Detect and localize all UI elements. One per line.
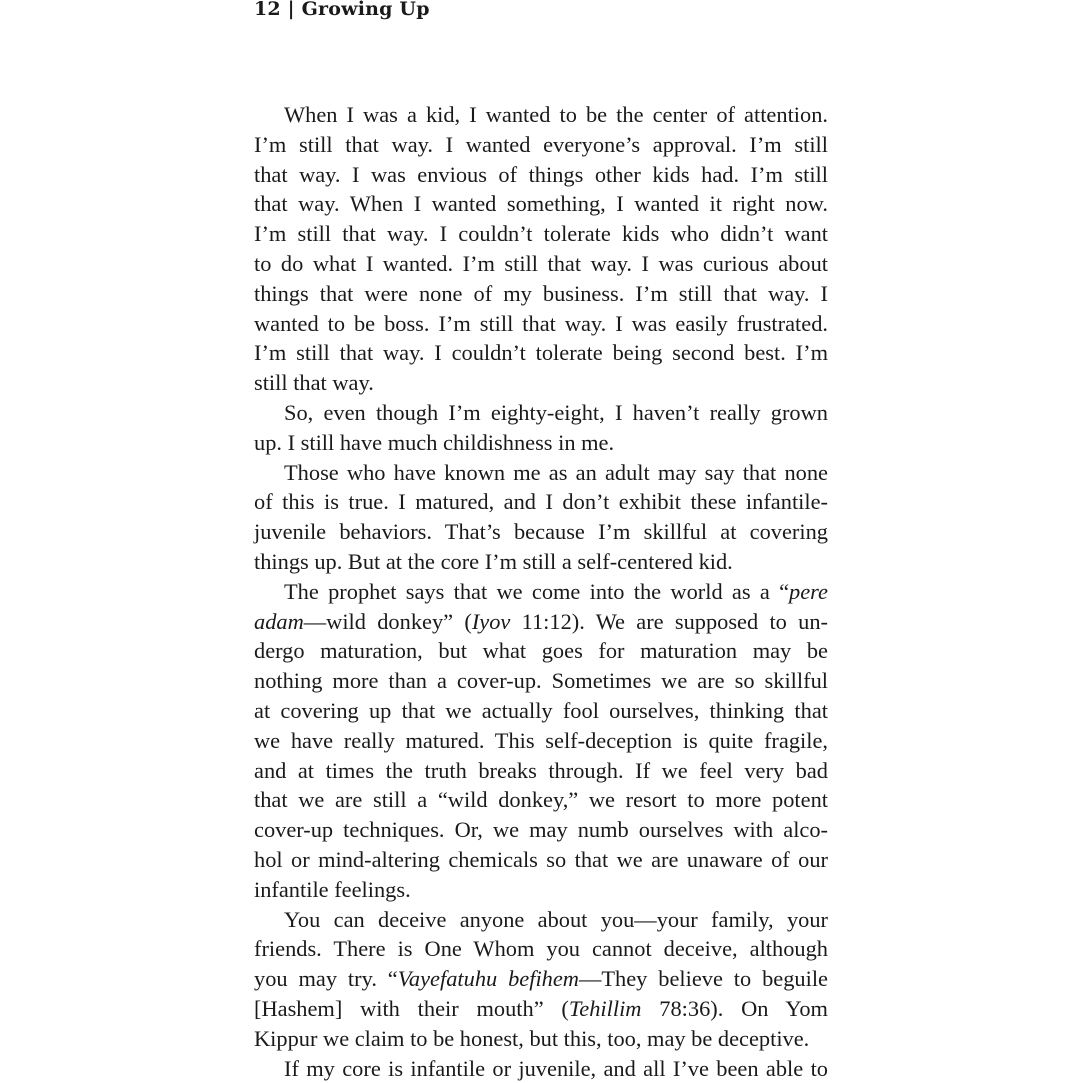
header-separator: | [288, 0, 295, 20]
text-run: I’m still that way. I wanted everyone’s approval. I’m still [254, 132, 828, 157]
text-line [254, 458, 828, 488]
text-line [254, 1054, 828, 1083]
text-line [254, 785, 828, 815]
text-run: cover-up techniques. Or, we may numb ourselves with alco- [254, 817, 828, 842]
text-run: If my core is infantile or juvenile, and all I’ve been able to [284, 1056, 828, 1081]
text-line [254, 607, 828, 637]
text-line [254, 189, 828, 219]
italic-text: Vayefatuhu befihem [398, 966, 579, 991]
text-run: you may try. “ [254, 966, 398, 991]
text-run: 11:12). We are supposed to un- [510, 609, 828, 634]
text-run: So, even though I’m eighty-eight, I haven’t really grown [284, 400, 828, 425]
text-line [254, 577, 828, 607]
text-line [254, 160, 828, 190]
text-run: wanted to be boss. I’m still that way. I was easily frustrated. [254, 311, 828, 336]
text-run: —wild donkey” ( [304, 609, 472, 634]
page-number: 12 [254, 0, 281, 20]
text-run: I’m still that way. I couldn’t tolerate being second best. I’m [254, 340, 828, 365]
text-run: things that were none of my business. I’m still that way. I [254, 281, 828, 306]
text-line [254, 726, 828, 756]
text-line [254, 130, 828, 160]
text-run: Those who have known me as an adult may say that none [284, 460, 828, 485]
text-run: things up. But at the core I’m still a self-centered kid. [254, 549, 733, 574]
text-run: [Hashem] with their mouth” ( [254, 996, 569, 1021]
text-line [254, 696, 828, 726]
text-run: that way. When I wanted something, I wanted it right now. [254, 191, 828, 216]
text-line [254, 279, 828, 309]
text-run: infantile feelings. [254, 877, 411, 902]
text-line [254, 219, 828, 249]
text-line [254, 100, 828, 130]
text-run: Kippur we claim to be honest, but this, too, may be deceptive. [254, 1026, 809, 1051]
text-line [254, 756, 828, 786]
text-run: of this is true. I matured, and I don’t exhibit these infantile- [254, 489, 828, 514]
text-line [254, 964, 828, 994]
text-run: You can deceive anyone about you—your family, your [284, 907, 828, 932]
text-line [254, 249, 828, 279]
text-run: we have really matured. This self-deception is quite fragile, [254, 728, 828, 753]
text-line [254, 1024, 828, 1054]
text-run: still that way. [254, 370, 374, 395]
text-line [254, 994, 828, 1024]
text-line [254, 487, 828, 517]
text-line [254, 398, 828, 428]
text-line [254, 428, 828, 458]
text-run: The prophet says that we come into the world as a “ [284, 579, 789, 604]
text-run: to do what I wanted. I’m still that way. I was curious about [254, 251, 828, 276]
text-line [254, 636, 828, 666]
text-line [254, 517, 828, 547]
text-run: at covering up that we actually fool ourselves, thinking that [254, 698, 828, 723]
text-line [254, 875, 828, 905]
text-line [254, 666, 828, 696]
text-run: and at times the truth breaks through. If we feel very bad [254, 758, 828, 783]
text-run: juvenile behaviors. That’s because I’m skillful at covering [254, 519, 828, 544]
text-line [254, 338, 828, 368]
text-line [254, 815, 828, 845]
chapter-title: Growing Up [302, 0, 430, 20]
italic-text: Iyov [472, 609, 511, 634]
text-run: that we are still a “wild donkey,” we resort to more potent [254, 787, 828, 812]
running-head [254, 0, 430, 21]
text-run: I’m still that way. I couldn’t tolerate kids who didn’t want [254, 221, 828, 246]
text-line [254, 845, 828, 875]
italic-text: adam [254, 609, 304, 634]
text-line [254, 934, 828, 964]
italic-text: Tehillim [569, 996, 642, 1021]
text-run: hol or mind-altering chemicals so that we are unaware of our [254, 847, 828, 872]
text-run: that way. I was envious of things other kids had. I’m still [254, 162, 828, 187]
text-run: When I was a kid, I wanted to be the center of attention. [284, 102, 828, 127]
text-run: nothing more than a cover-up. Sometimes we are so skillful [254, 668, 828, 693]
text-run: 78:36). On Yom [641, 996, 828, 1021]
text-line [254, 368, 828, 398]
text-line [254, 547, 828, 577]
text-line [254, 309, 828, 339]
body-text [254, 100, 828, 1083]
text-run: up. I still have much childishness in me. [254, 430, 614, 455]
text-line [254, 905, 828, 935]
text-run: friends. There is One Whom you cannot deceive, although [254, 936, 828, 961]
text-run: dergo maturation, but what goes for maturation may be [254, 638, 828, 663]
italic-text: pere [789, 579, 828, 604]
text-run: —They believe to beguile [579, 966, 828, 991]
